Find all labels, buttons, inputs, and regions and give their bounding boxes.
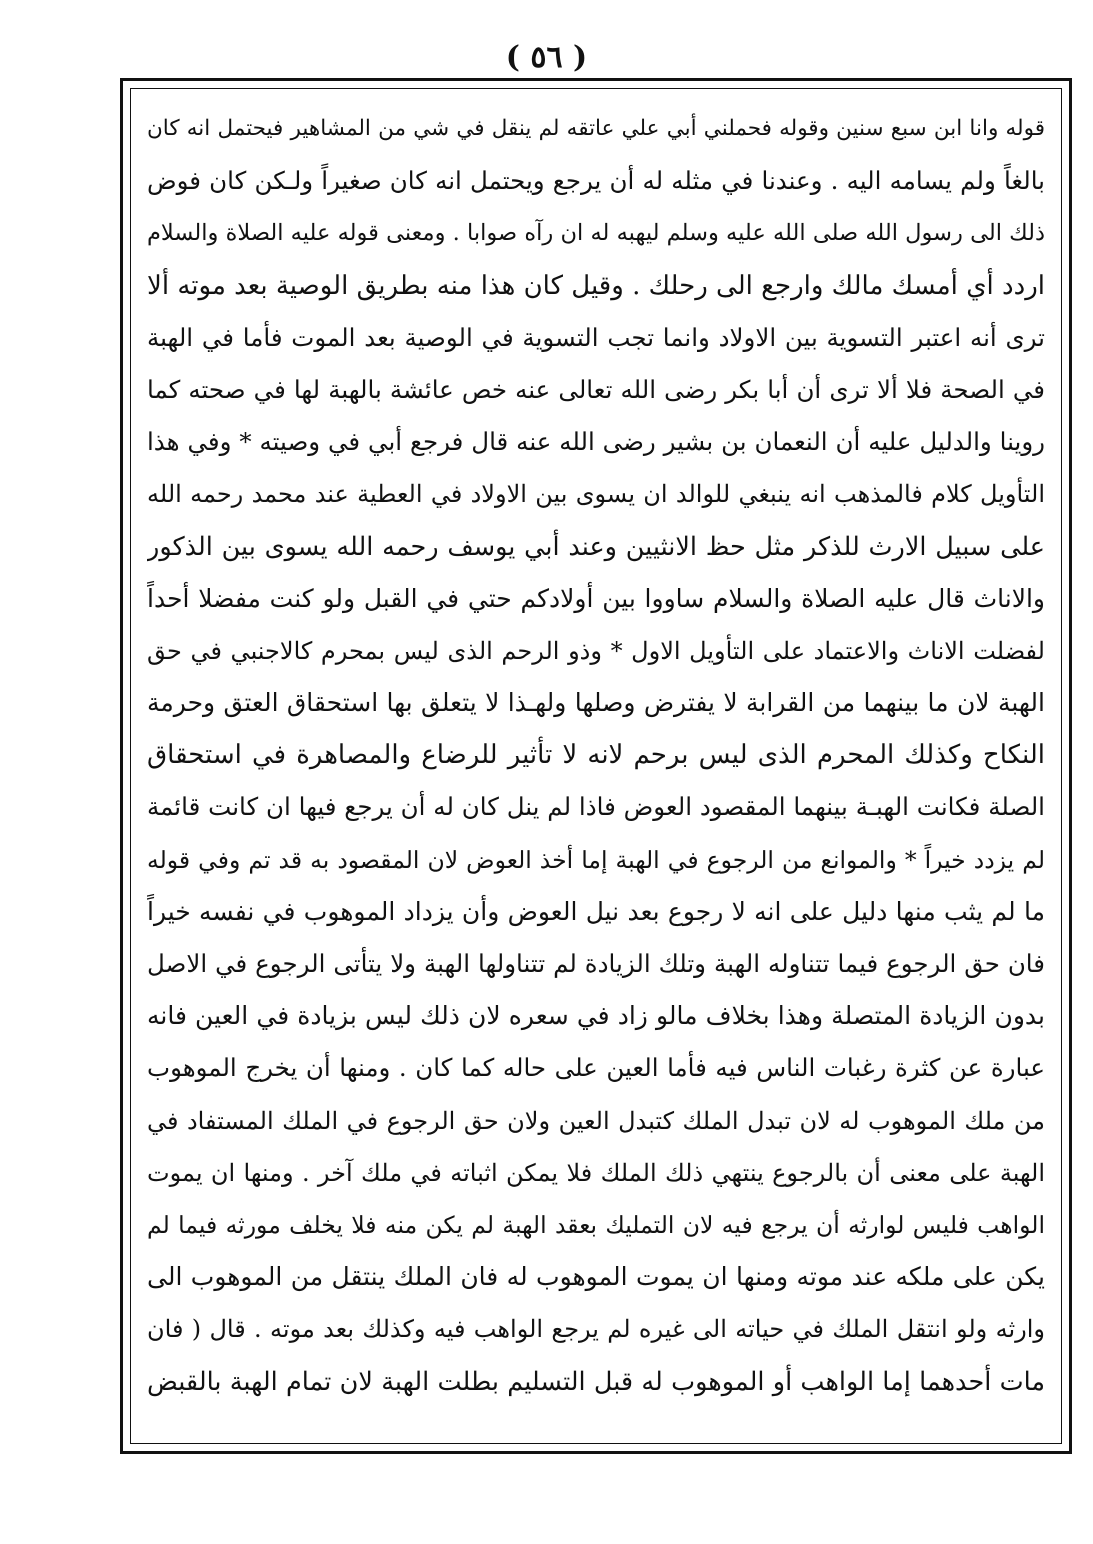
main-text-block [147, 103, 1045, 1408]
text-line: لم يزدد خيراً * والموانع من الرجوع في الهبة إما أخذ العوض لان المقصود به قد تم وفي قوله [147, 845, 1045, 874]
text-line: عبارة عن كثرة رغبات الناس فيه فأما العين على حاله كما كان . ومنها أن يخرج الموهوب [147, 1053, 1045, 1083]
text-line: اردد أي أمسك مالك وارجع الى رحلك . وقيل كان هذا منه بطريق الوصية بعد موته ألا [147, 270, 1045, 301]
text-line: التأويل كلام فالمذهب انه ينبغي للوالد ان يسوى بين الاولاد في العطية عند محمد رحمه الله [147, 480, 1045, 509]
text-line: والاناث قال عليه الصلاة والسلام ساووا بين أولادكم حتي في القبل ولو كنت مفضلا أحداً [147, 583, 1045, 613]
text-line: من ملك الموهوب له لان تبدل الملك كتبدل العين ولان حق الرجوع في الملك المستفاد في [147, 1106, 1045, 1135]
text-line: بالغاً ولم يسامه اليه . وعندنا في مثله له أن يرجع ويحتمل انه كان صغيراً ولـكن كان فوض [147, 166, 1045, 196]
text-line: روينا والدليل عليه أن النعمان بن بشير رضى الله عنه قال فرجع أبي في وصيته * وفي هذا [147, 427, 1045, 457]
text-line: على سبيل الارث للذكر مثل حظ الانثيين وعند أبي يوسف رحمه الله يسوى بين الذكور [147, 531, 1045, 562]
text-line: الصلة فكانت الهبـة بينهما المقصود العوض فاذا لم ينل كان له أن يرجع فيها ان كانت قائمة [147, 792, 1045, 822]
text-line: ذلك الى رسول الله صلى الله عليه وسلم ليهبه له ان رآه صوابا . ومعنى قوله عليه الصلاة والسلام [147, 220, 1045, 247]
text-line: بدون الزيادة المتصلة وهذا بخلاف مالو زاد في سعره لان ذلك ليس بزيادة في العين فانه [147, 1001, 1045, 1031]
text-line: في الصحة فلا ألا ترى أن أبا بكر رضى الله تعالى عنه خص عائشة بالهبة لها في صحته كما [147, 374, 1045, 404]
text-line: ما لم يثب منها دليل على انه لا رجوع بعد نيل العوض وأن يزداد الموهوب في نفسه خيراً [147, 896, 1045, 926]
page-number: ( ٥٦ ) [505, 40, 588, 75]
text-line: الهبة لان ما بينهما من القرابة لا يفترض وصلها ولهـذا لا يتعلق بها استحقاق العتق وحرمة [147, 688, 1045, 718]
text-line: الهبة على معنى أن بالرجوع ينتهي ذلك الملك فلا يمكن اثباته في ملك آخر . ومنها ان يموت [147, 1158, 1045, 1187]
text-line: مات أحدهما إما الواهب أو الموهوب له قبل التسليم بطلت الهبة لان تمام الهبة بالقبض [147, 1366, 1045, 1397]
text-line: وارثه ولو انتقل الملك في حياته الى غيره لم يرجع الواهب فيه وكذلك بعد موته . قال ( فان [147, 1315, 1045, 1344]
text-line: يكن على ملكه عند موته ومنها ان يموت الموهوب له فان الملك ينتقل من الموهوب الى [147, 1262, 1045, 1292]
text-line: قوله وانا ابن سبع سنين وقوله فحملني أبي علي عاتقه لم ينقل في شي من المشاهير فيحتمل انه كان [147, 116, 1045, 141]
page-frame-inner [130, 88, 1062, 1444]
text-line: فان حق الرجوع فيما تتناوله الهبة وتلك الزيادة لم تتناولها الهبة ولا يتأتى الرجوع في الاصل [147, 949, 1045, 978]
text-line: ترى أنه اعتبر التسوية بين الاولاد وانما تجب التسوية في الوصية بعد الموت فأما في الهبة [147, 322, 1045, 352]
text-line: النكاح وكذلك المحرم الذى ليس برحم لانه لا تأثير للرضاع والمصاهرة في استحقاق [147, 740, 1045, 771]
text-line: لفضلت الاناث والاعتماد على التأويل الاول * وذو الرحم الذى ليس بمحرم كالاجنبي في حق [147, 636, 1045, 665]
text-line: الواهب فليس لوارثه أن يرجع فيه لان التمليك بعقد الهبة لم يكن منه فلا يخلف مورثه فيما لم [147, 1210, 1045, 1239]
